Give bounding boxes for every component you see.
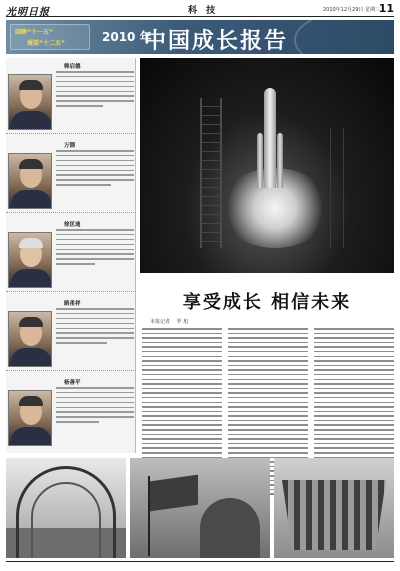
launch-tower (200, 98, 222, 248)
portrait-photo (8, 74, 52, 130)
person-quote-text (56, 387, 134, 447)
article-title: 享受成长 相信未来 (182, 292, 352, 313)
person-name: 韩启德 (64, 64, 81, 70)
rocket (264, 88, 276, 188)
section-name: 科 技 (188, 6, 219, 16)
masthead (6, 3, 394, 17)
person-quote-text (56, 71, 134, 131)
person-quote-text (56, 308, 134, 368)
page-footer (6, 561, 394, 570)
person-card (6, 374, 136, 450)
text-column (314, 328, 394, 454)
article-byline: 本报记者 罗 旭 (150, 319, 189, 325)
person-card (6, 137, 136, 213)
portrait-photo (8, 390, 52, 446)
person-name: 路甬祥 (64, 301, 81, 307)
rocket-launch-photo (140, 58, 394, 273)
person-name: 徐匡迪 (64, 222, 81, 228)
person-name: 万钢 (64, 143, 76, 149)
report-banner (6, 20, 394, 54)
architecture-photo (6, 458, 126, 558)
text-column (228, 328, 308, 454)
bottom-photo-strip (6, 458, 394, 558)
paper-name: 光明日报 (6, 7, 50, 18)
person-name: 杨善平 (64, 380, 81, 386)
banner-decoration (294, 20, 394, 54)
person-quote-text (56, 150, 134, 210)
issue-date: 2010年12月29日 星期三 (322, 7, 380, 13)
person-card (6, 295, 136, 371)
person-card (6, 58, 136, 134)
article-body (140, 328, 394, 454)
badge-line-1: 回眸“十一五” (15, 29, 53, 36)
pavilion-photo (274, 458, 394, 558)
text-column (142, 328, 222, 454)
five-year-badge (10, 24, 90, 50)
portrait-photo (8, 311, 52, 367)
portrait-photo (8, 232, 52, 288)
person-quote-text (56, 229, 134, 289)
page-number: 11 (378, 2, 394, 15)
interview-sidebar (6, 58, 136, 453)
banner-year: 2010 年 (102, 30, 152, 44)
portrait-photo (8, 153, 52, 209)
banner-headline: 中国成长报告 (144, 29, 289, 54)
person-card (6, 216, 136, 292)
badge-line-2: 展望“十二五” (27, 40, 65, 47)
flag-photo (130, 458, 270, 558)
